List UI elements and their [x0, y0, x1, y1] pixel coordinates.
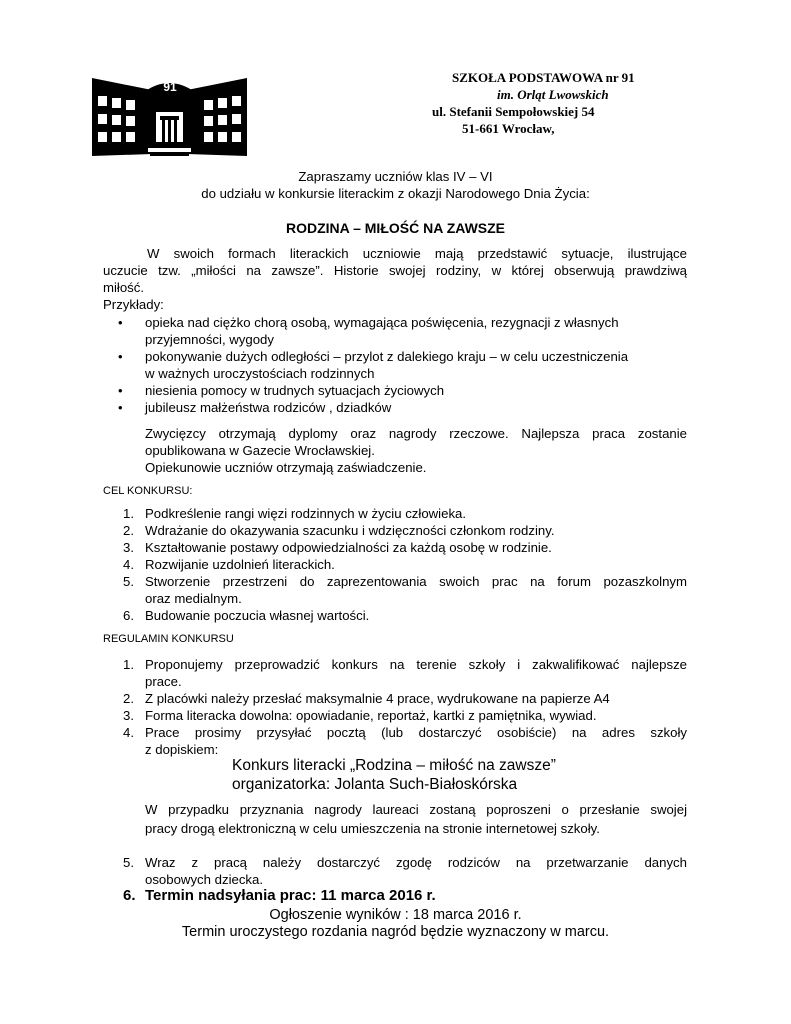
- goal-item-1: Podkreślenie rangi więzi rodzinnych w życiu człowieka.: [145, 506, 467, 521]
- rule-item-5-line-1: Wraz z pracą należy dostarczyć zgodę rodziców na przetwarzanie danych: [145, 855, 687, 870]
- goal-number: 5.: [123, 574, 134, 589]
- example-item-1-line-2: przyjemności, wygody: [145, 332, 274, 347]
- results-announcement: Ogłoszenie wyników : 18 marca 2016 r.: [269, 907, 522, 923]
- prizes-line-2: opublikowana w Gazecie Wrocławskiej.: [145, 443, 375, 458]
- note-line-2: pracy drogą elektroniczną w celu umieszczenia na stronie internetowej szkoły.: [145, 821, 600, 836]
- intro-line-2: do udziału w konkursie literackim z okazji Narodowego Dnia Życia:: [201, 186, 590, 201]
- rule-item-5-line-2: osobowych dziecka.: [145, 872, 264, 887]
- rule-number: 2.: [123, 691, 134, 706]
- goal-item-6: Budowanie poczucia własnej wartości.: [145, 608, 370, 623]
- bullet: •: [118, 349, 123, 364]
- description-line-1: W swoich formach literackich uczniowie mają przedstawić sytuacje, ilustrujące: [147, 246, 687, 261]
- description-line-3: miłość.: [103, 280, 145, 295]
- school-logo: [92, 70, 247, 160]
- goals-heading: CEL KONKURSU:: [103, 485, 193, 497]
- note-line-1: W przypadku przyznania nagrody laureaci zostaną poproszeni o przesłanie swojej: [145, 802, 687, 817]
- example-item-4: jubileusz małżeństwa rodziców , dziadków: [145, 400, 392, 415]
- rule-item-2: Z placówki należy przesłać maksymalnie 4 prace, wydrukowane na papierze A4: [145, 691, 610, 706]
- prizes-line-3: Opiekunowie uczniów otrzymają zaświadczenie.: [145, 460, 427, 475]
- goal-item-3: Kształtowanie postawy odpowiedzialności za każdą osobę w rodzinie.: [145, 540, 552, 555]
- rule-number: 3.: [123, 708, 134, 723]
- ceremony-note: Termin uroczystego rozdania nagród będzie wyznaczony w marcu.: [181, 924, 610, 940]
- school-street: ul. Stefanii Sempołowskiej 54: [432, 104, 595, 119]
- intro-line-1: Zapraszamy uczniów klas IV – VI: [298, 169, 493, 184]
- goal-number: 4.: [123, 557, 134, 572]
- school-patron: im. Orląt Lwowskich: [497, 87, 609, 102]
- goal-item-5-line-2: oraz medialnym.: [145, 591, 242, 606]
- goal-number: 3.: [123, 540, 134, 555]
- rule-number: 1.: [123, 657, 134, 672]
- goal-item-5-line-1: Stworzenie przestrzeni do zaprezentowania swoich prac na forum pozaszkolnym: [145, 574, 687, 589]
- goal-item-2: Wdrażanie do okazywania szacunku i wdzięczności członkom rodziny.: [145, 523, 555, 538]
- mailing-label-line-1: Konkurs literacki „Rodzina – miłość na zawsze”: [232, 757, 556, 774]
- bullet: •: [118, 400, 123, 415]
- school-name: SZKOŁA PODSTAWOWA nr 91: [452, 70, 635, 85]
- rule-item-4-line-2: z dopiskiem:: [145, 742, 219, 757]
- examples-heading: Przykłady:: [103, 297, 164, 312]
- rule-number: 4.: [123, 725, 134, 740]
- goal-number: 6.: [123, 608, 134, 623]
- goal-number: 2.: [123, 523, 134, 538]
- rule-item-1-line-1: Proponujemy przeprowadzić konkurs na terenie szkoły i zakwalifikować najlepsze: [145, 657, 687, 672]
- submission-deadline: Termin nadsyłania prac: 11 marca 2016 r.: [145, 887, 436, 904]
- rules-heading: REGULAMIN KONKURSU: [103, 633, 234, 645]
- bullet: •: [118, 315, 123, 330]
- example-item-2-line-1: pokonywanie dużych odległości – przylot z dalekiego kraju – w celu uczestniczenia: [145, 349, 629, 364]
- rule-number: 6.: [123, 887, 136, 904]
- rule-item-3: Forma literacka dowolna: opowiadanie, reportaż, kartki z pamiętnika, wywiad.: [145, 708, 597, 723]
- page-title: RODZINA – MIŁOŚĆ NA ZAWSZE: [285, 220, 506, 236]
- goal-number: 1.: [123, 506, 134, 521]
- example-item-2-line-2: w ważnych uroczystościach rodzinnych: [145, 366, 375, 381]
- rule-item-4-line-1: Prace prosimy przysyłać pocztą (lub dostarczyć osobiście) na adres szkoły: [145, 725, 687, 740]
- school-city: 51-661 Wrocław,: [462, 121, 555, 136]
- logo-number: 91: [163, 80, 177, 94]
- goal-item-4: Rozwijanie uzdolnień literackich.: [145, 557, 335, 572]
- rule-item-1-line-2: prace.: [145, 674, 182, 689]
- example-item-1-line-1: opieka nad ciężko chorą osobą, wymagająca poświęcenia, rezygnacji z własnych: [145, 315, 619, 330]
- example-item-3: niesienia pomocy w trudnych sytuacjach życiowych: [145, 383, 445, 398]
- mailing-label-line-2: organizatorka: Jolanta Such-Białoskórska: [232, 776, 518, 793]
- description-line-2: uczucie tzw. „miłości na zawsze”. Historie swojej rodziny, w której obserwują prawdziwą: [103, 263, 687, 278]
- bullet: •: [118, 383, 123, 398]
- prizes-line-1: Zwycięzcy otrzymają dyplomy oraz nagrody rzeczowe. Najlepsza praca zostanie: [145, 426, 687, 441]
- rule-number: 5.: [123, 855, 134, 870]
